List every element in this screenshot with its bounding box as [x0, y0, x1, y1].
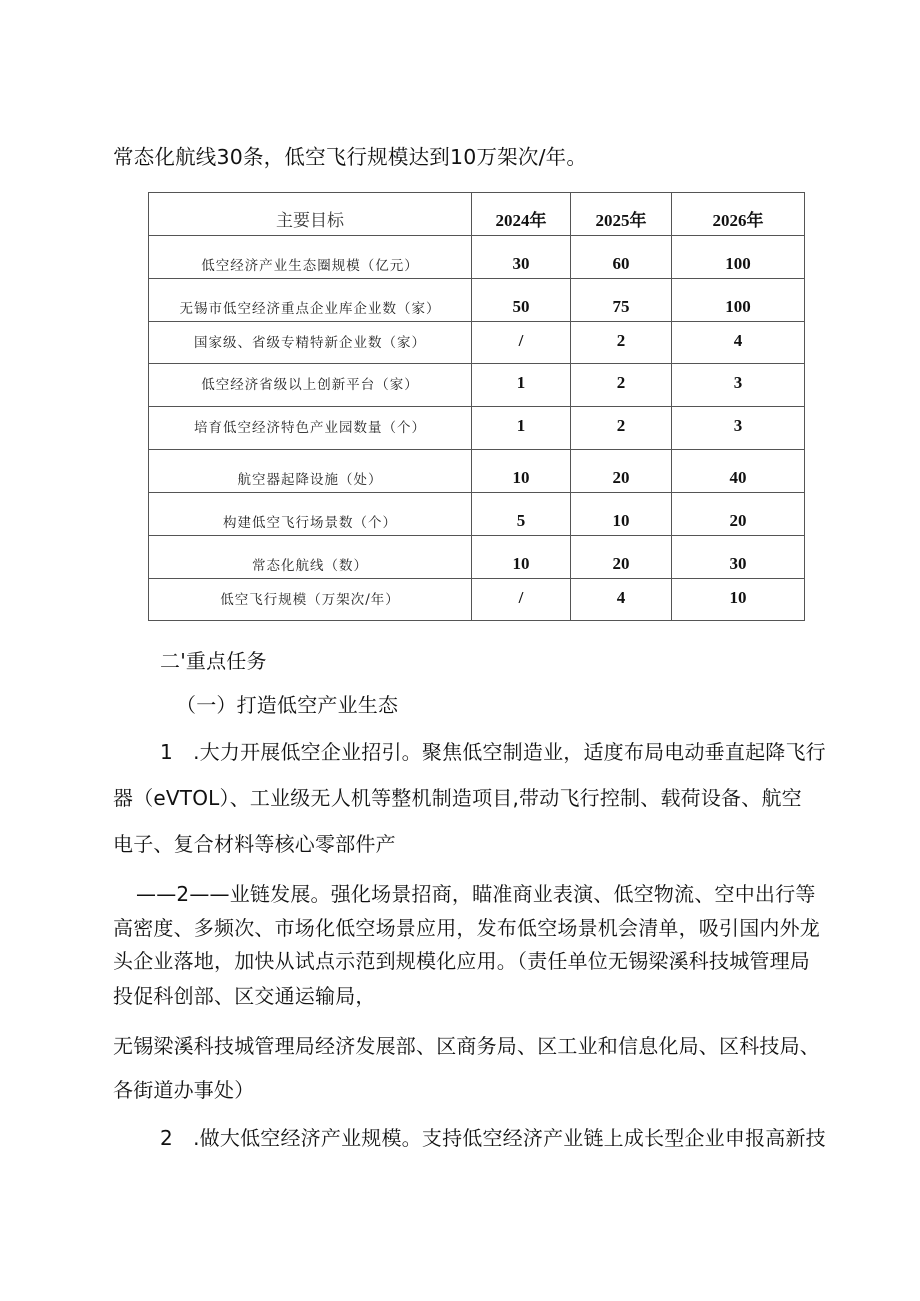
paragraph-line: 各街道办事处）: [113, 1078, 255, 1102]
row-value: 3: [672, 364, 805, 407]
table-row: [149, 322, 805, 364]
row-value: 20: [571, 536, 672, 579]
row-value: 60: [571, 236, 672, 279]
row-value: 2: [571, 322, 672, 364]
row-label: 低空经济产业生态圈规模（亿元）: [149, 236, 472, 279]
paragraph-line: 无锡梁溪科技城管理局经济发展部、区商务局、区工业和信息化局、区科技局、: [113, 1034, 820, 1058]
header-label: 主要目标: [149, 193, 472, 236]
paragraph-line: 2 .做大低空经济产业规模。支持低空经济产业链上成长型企业申报高新技: [160, 1126, 826, 1150]
row-label: 航空器起降设施（处）: [149, 450, 472, 493]
section-subheading: （一）打造低空产业生态: [176, 693, 399, 717]
row-value: 2: [571, 407, 672, 450]
row-value: 30: [472, 236, 571, 279]
row-label: 低空经济省级以上创新平台（家）: [149, 364, 472, 407]
row-value: 1: [472, 364, 571, 407]
row-value: 20: [672, 493, 805, 536]
table-row: [149, 364, 805, 407]
table-row: [149, 279, 805, 322]
row-value: 3: [672, 407, 805, 450]
paragraph-line: 1 .大力开展低空企业招引。聚焦低空制造业，适度布局电动垂直起降飞行: [160, 740, 826, 764]
table-row: [149, 407, 805, 450]
row-label: 培育低空经济特色产业园数量（个）: [149, 407, 472, 450]
section-heading: 二'重点任务: [160, 649, 267, 673]
paragraph-line: 投促科创部、区交通运输局，: [113, 984, 376, 1008]
row-value: 100: [672, 279, 805, 322]
row-value: /: [472, 322, 571, 364]
header-year: 2025年: [571, 193, 672, 236]
paragraph-line: 头企业落地，加快从试点示范到规模化应用。（责任单位无锡梁溪科技城管理局: [113, 949, 810, 973]
paragraph-line: ——2——业链发展。强化场景招商，瞄准商业表演、低空物流、空中出行等: [136, 882, 816, 906]
row-label: 国家级、省级专精特新企业数（家）: [149, 322, 472, 364]
row-value: 2: [571, 364, 672, 407]
paragraph-line: 高密度、多频次、市场化低空场景应用，发布低空场景机会清单，吸引国内外龙: [113, 916, 820, 940]
row-value: 10: [472, 536, 571, 579]
table-row: [149, 536, 805, 579]
row-value: 4: [571, 579, 672, 621]
row-value: 10: [571, 493, 672, 536]
row-value: 10: [472, 450, 571, 493]
row-value: 10: [672, 579, 805, 621]
table-header-row: [149, 193, 805, 236]
header-year: 2024年: [472, 193, 571, 236]
table-row: [149, 579, 805, 621]
table-row: [149, 450, 805, 493]
row-value: /: [472, 579, 571, 621]
paragraph-line: 电子、复合材料等核心零部件产: [113, 832, 396, 856]
goals-table: [148, 192, 805, 621]
row-value: 100: [672, 236, 805, 279]
table-row: [149, 493, 805, 536]
row-label: 无锡市低空经济重点企业库企业数（家）: [149, 279, 472, 322]
row-value: 5: [472, 493, 571, 536]
intro-paragraph: 常态化航线30条，低空飞行规模达到10万架次/年。: [113, 145, 588, 169]
row-value: 1: [472, 407, 571, 450]
row-value: 75: [571, 279, 672, 322]
header-year: 2026年: [672, 193, 805, 236]
row-value: 40: [672, 450, 805, 493]
row-value: 50: [472, 279, 571, 322]
row-value: 4: [672, 322, 805, 364]
row-value: 20: [571, 450, 672, 493]
paragraph-line: 器（eVTOL）、工业级无人机等整机制造项目,带动飞行控制、载荷设备、航空: [113, 786, 802, 810]
row-label: 低空飞行规模（万架次/年）: [149, 579, 472, 621]
row-label: 构建低空飞行场景数（个）: [149, 493, 472, 536]
row-value: 30: [672, 536, 805, 579]
table-row: [149, 236, 805, 279]
row-label: 常态化航线（数）: [149, 536, 472, 579]
